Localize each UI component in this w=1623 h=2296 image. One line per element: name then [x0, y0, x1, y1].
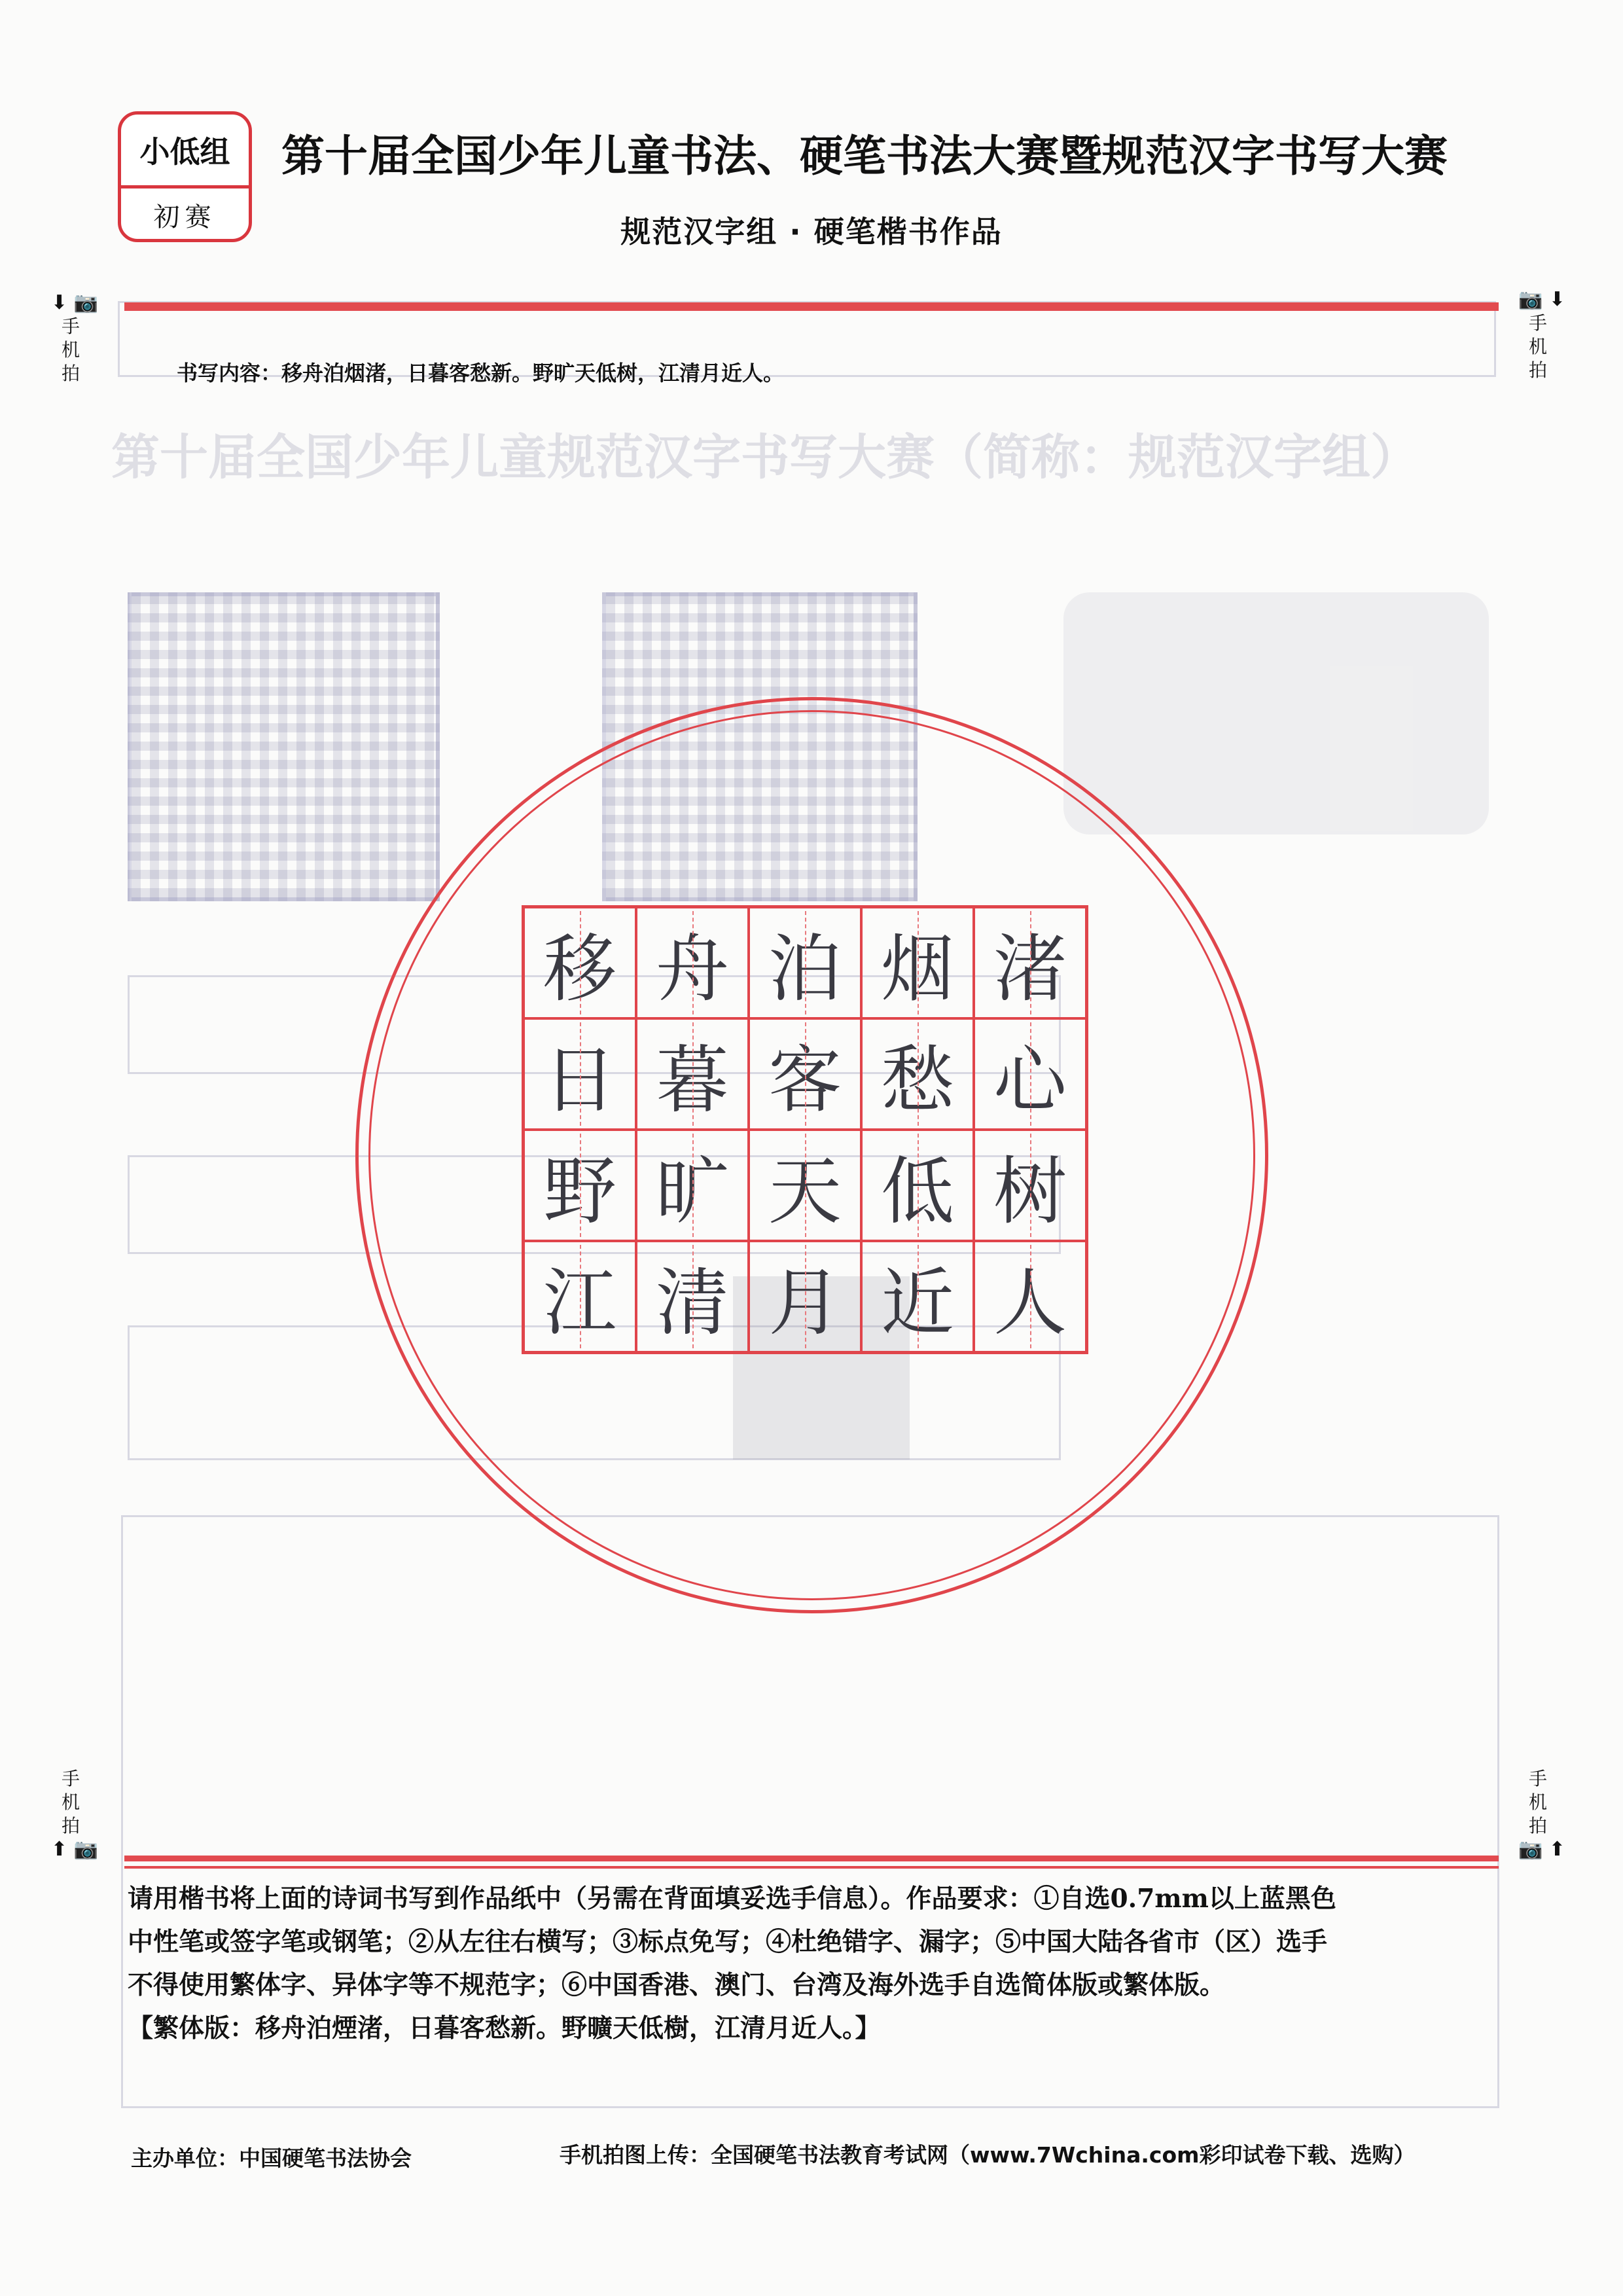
photo-mark-top-right [1518, 288, 1566, 382]
grid-cell: 树 [974, 1130, 1086, 1241]
grid-cell: 低 [861, 1130, 974, 1241]
photo-mark-text: 手 机 拍 [1528, 1768, 1547, 1837]
instruction-line: 不得使用繁体字、异体字等不规范字；⑥中国香港、澳门、台湾及海外选手自选简体版或繁体版。 [128, 1970, 1226, 2000]
grid-cell: 野 [524, 1130, 636, 1241]
grid-cell: 天 [749, 1130, 861, 1241]
content-label: 书写内容： [177, 361, 282, 386]
photo-mark-text: 手 机 拍 [61, 315, 80, 384]
group-label: 小低组 [121, 115, 249, 188]
grid-cell: 烟 [861, 907, 974, 1018]
content-text: 移舟泊烟渚，日暮客愁新。野旷天低树，江清月近人。 [281, 361, 785, 386]
grid-cell: 旷 [636, 1130, 749, 1241]
instruction-line: 中性笔或签字笔或钢笔；②从左往右横写；③标点免写；④杜绝错字、漏字；⑤中国大陆各省市（区）选手 [128, 1927, 1328, 1957]
camera-icon: ⬆ 📷 [51, 1838, 99, 1861]
grid-cell: 愁 [861, 1018, 974, 1130]
instructions [128, 1877, 1502, 2050]
photo-mark-text: 手 机 拍 [61, 1768, 80, 1837]
round-label: 初赛 [153, 202, 217, 232]
camera-icon: 📷 ⬇ [1518, 288, 1566, 311]
page-subtitle: 规范汉字组 · 硬笔楷书作品 [620, 214, 1003, 249]
photo-mark-bottom-right [1518, 1767, 1566, 1861]
page-title: 第十届全国少年儿童书法、硬笔书法大赛暨规范汉字书写大赛 [281, 130, 1448, 181]
grid-cell: 舟 [636, 907, 749, 1018]
grid-cell: 人 [974, 1241, 1086, 1352]
photo-mark-bottom-left [51, 1767, 99, 1861]
bottom-divider [124, 1856, 1499, 1869]
grid-cell: 暮 [636, 1018, 749, 1130]
instruction-line: 请用楷书将上面的诗词书写到作品纸中（另需在背面填妥选手信息）。作品要求：①自选0.7mm以上蓝黑色 [128, 1884, 1336, 1914]
grid-cell: 江 [524, 1241, 636, 1352]
photo-mark-top-left [51, 291, 99, 386]
grid-cell: 移 [524, 907, 636, 1018]
grid-cell: 心 [974, 1018, 1086, 1130]
grid-cell: 近 [861, 1241, 974, 1352]
grid-cell: 渚 [974, 907, 1086, 1018]
grid-cell: 月 [749, 1241, 861, 1352]
instruction-line: 【繁体版：移舟泊煙渚，日暮客愁新。野曠天低樹，江清月近人。】 [128, 2013, 881, 2043]
photo-mark-text: 手 机 拍 [1528, 312, 1547, 381]
writing-content [177, 357, 784, 387]
writing-grid [522, 905, 1088, 1354]
organizer: 主办单位：中国硬笔书法协会 [131, 2145, 412, 2171]
camera-icon: 📷 ⬆ [1518, 1838, 1566, 1861]
camera-icon: ⬇ 📷 [51, 291, 99, 314]
upload-info: 手机拍图上传：全国硬笔书法教育考试网（www.7Wchina.com彩印试卷下载、选购） [560, 2142, 1416, 2168]
grid-cell: 客 [749, 1018, 861, 1130]
grid-cell: 清 [636, 1241, 749, 1352]
grid-cell: 泊 [749, 907, 861, 1018]
top-divider [124, 298, 1499, 311]
grid-cell: 日 [524, 1018, 636, 1130]
